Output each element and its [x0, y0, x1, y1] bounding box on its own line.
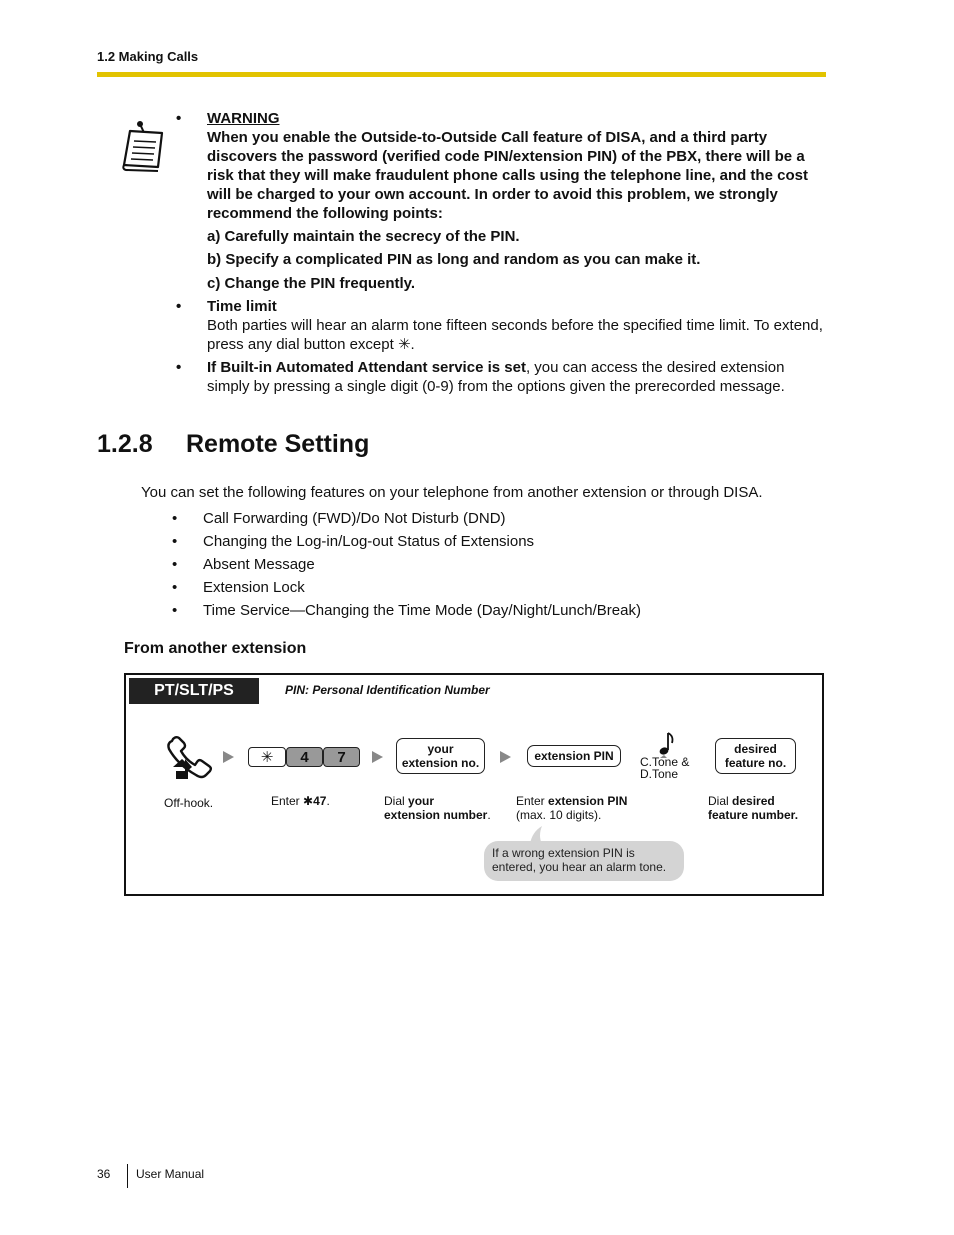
attendant-bold: If Built-in Automated Attendant service is set — [207, 359, 526, 376]
section-intro: You can set the following features on your telephone from another extension or through DISA. — [141, 484, 763, 501]
section-number: 1.2.8 — [97, 430, 153, 458]
header-rule — [97, 72, 826, 77]
extension-pin-box: extension PIN — [527, 745, 621, 767]
list-item: • Changing the Log-in/Log-out Status of Extensions — [172, 530, 641, 553]
footer-label: User Manual — [136, 1167, 205, 1181]
star-key-icon: ✱ — [303, 794, 314, 808]
caption-offhook: Off-hook. — [164, 796, 214, 810]
list-item: • Extension Lock — [172, 576, 641, 599]
caption-enter-pin: Enter extension PIN (max. 10 digits). — [516, 794, 628, 822]
attendant-note — [176, 358, 826, 396]
attendant-rest: , you can access the desired extension simply by pressing a single digit (0-9) from the options given the prerecorded message. — [207, 359, 785, 395]
page-header-label: 1.2 Making Calls — [97, 49, 199, 64]
time-limit-body: Both parties will hear an alarm tone fifteen seconds before the specified time limit. To extend, press any dial button except ✳. — [207, 317, 823, 353]
tone-label: C.Tone & D.Tone — [640, 755, 690, 781]
phone-type-tab: PT/SLT/PS — [129, 678, 259, 704]
caption-dial-extension: Dial your extension number. — [384, 794, 491, 822]
list-item: • Absent Message — [172, 553, 641, 576]
caption-enter-code: Enter ✱47. — [271, 794, 330, 808]
arrow-icon — [372, 751, 383, 763]
off-hook-handset-icon — [164, 735, 214, 781]
desired-feature-box: desired feature no. — [715, 738, 796, 774]
sub-heading: From another extension — [124, 640, 307, 657]
alarm-tone-bubble: If a wrong extension PIN is entered, you hear an alarm tone. — [484, 841, 684, 881]
warning-point-c: c) Change the PIN frequently. — [207, 275, 416, 292]
section-name: Remote Setting — [186, 430, 370, 458]
your-extension-box: your extension no. — [396, 738, 485, 774]
warning-note — [176, 109, 826, 223]
arrow-icon — [223, 751, 234, 763]
warning-point-b: b) Specify a complicated PIN as long and random as you can make it. — [207, 251, 701, 268]
star-key-icon: ✳ — [397, 336, 411, 353]
star-key: ✳ — [248, 747, 286, 767]
notes-block — [176, 109, 826, 396]
warning-body: When you enable the Outside-to-Outside Call feature of DISA, and a third party discovers the password (verified code PIN/extension PIN) of the PBX, there will be a risk that they will make fraudulent phone calls using the telephone line, and the cost will be charged to your own account. In order to avoid this problem, we strongly recommend the following points: — [207, 129, 808, 222]
procedure-diagram — [124, 673, 824, 896]
caption-dial-feature: Dial desired feature number. — [708, 794, 799, 822]
pin-note: PIN: Personal Identification Number — [285, 683, 490, 697]
time-limit-title: • Time limit — [207, 298, 277, 315]
warning-point-a: a) Carefully maintain the secrecy of the PIN. — [207, 228, 520, 245]
notepad-icon — [120, 115, 166, 173]
section-title — [97, 430, 369, 459]
time-limit-note — [176, 297, 826, 354]
arrow-icon — [500, 751, 511, 763]
key-7: 7 — [323, 747, 360, 767]
footer-divider — [127, 1164, 128, 1188]
key-4: 4 — [286, 747, 323, 767]
warning-title: • WARNING — [207, 110, 280, 127]
list-item: • Time Service—Changing the Time Mode (Day/Night/Lunch/Break) — [172, 599, 641, 622]
music-note-icon — [658, 730, 676, 758]
list-item: • Call Forwarding (FWD)/Do Not Disturb (DND) — [172, 507, 641, 530]
feature-list — [172, 507, 641, 622]
page-number: 36 — [97, 1167, 111, 1181]
